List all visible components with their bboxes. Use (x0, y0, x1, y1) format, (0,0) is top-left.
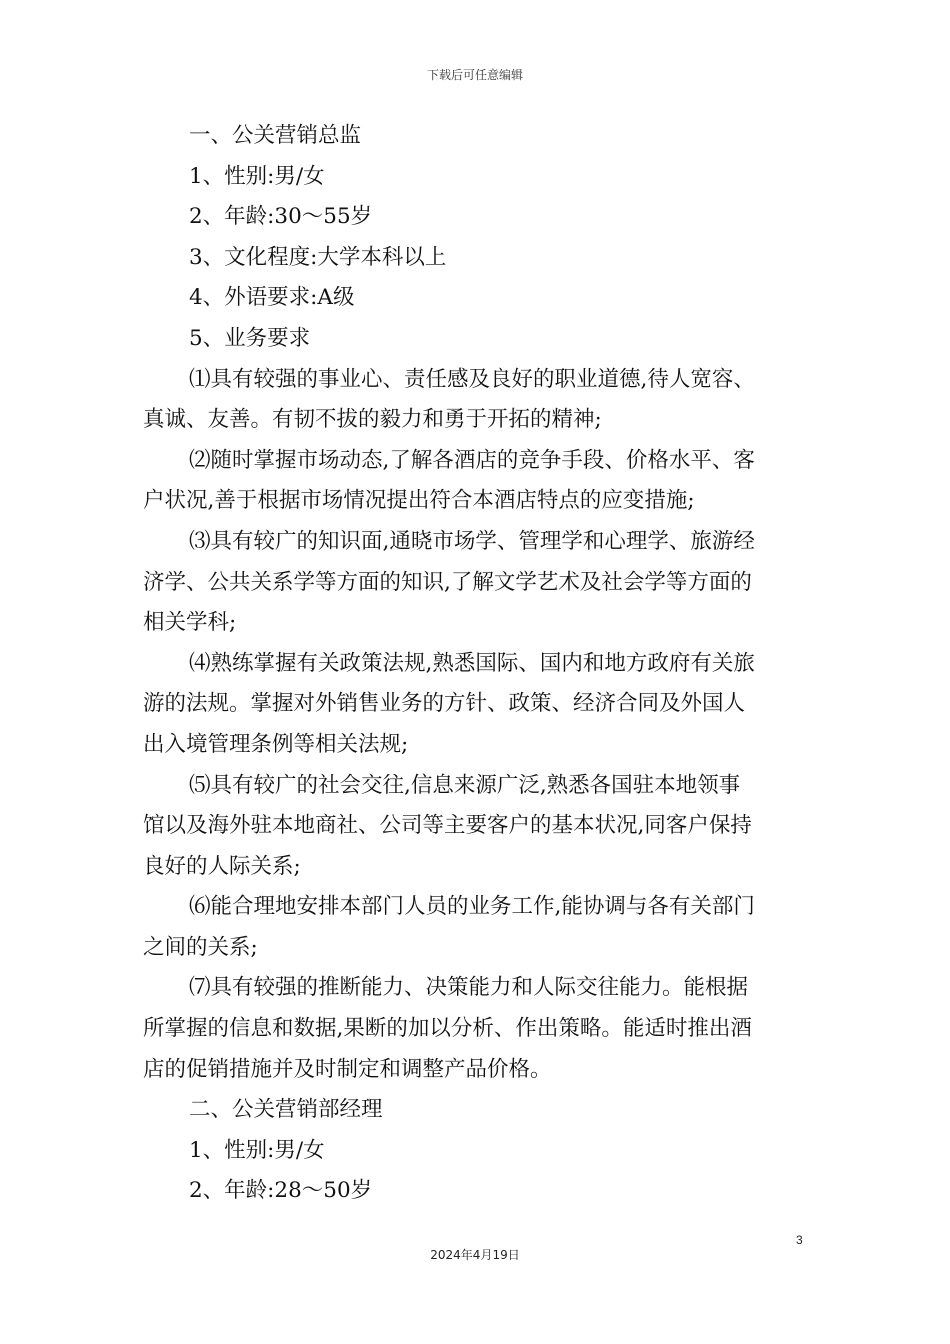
section-heading: 一、公关营销总监 (189, 123, 362, 148)
paragraph-line: 所掌握的信息和数据,果断的加以分析、作出策略。能适时推出酒 (143, 1016, 752, 1042)
page-footer-date: 2024年4月19日 (430, 1248, 520, 1262)
paragraph-line: ⑺具有较强的推断能力、决策能力和人际交往能力。能根据 (189, 975, 749, 1001)
paragraph-line: 良好的人际关系; (143, 853, 301, 879)
page-header: 下载后可任意编辑 (426, 68, 523, 82)
list-item: 1、性别:男/女 (189, 163, 325, 189)
paragraph-line: 真诚、友善。有韧不拔的毅力和勇于开拓的精神; (143, 407, 602, 433)
paragraph-line: 济学、公共关系学等方面的知识,了解文学艺术及社会学等方面的 (143, 569, 752, 595)
paragraph-line: ⑴具有较强的事业心、责任感及良好的职业道德,待人宽容、 (189, 366, 755, 392)
list-item: 1、性别:男/女 (189, 1137, 325, 1163)
list-item: 5、业务要求 (189, 325, 311, 351)
list-item: 3、文化程度:大学本科以上 (189, 244, 447, 270)
paragraph-line: 店的促销措施并及时制定和调整产品价格。 (143, 1056, 552, 1082)
paragraph-line: ⑹能合理地安排本部门人员的业务工作,能协调与各有关部门 (189, 894, 755, 920)
paragraph-line: 出入境管理条例等相关法规; (143, 731, 409, 757)
document-body (143, 116, 808, 1212)
paragraph-line: ⑶具有较广的知识面,通晓市场学、管理学和心理学、旅游经 (189, 528, 755, 554)
paragraph-line: 馆以及海外驻本地商社、公司等主要客户的基本状况,同客户保持 (143, 813, 752, 839)
paragraph-line: 之间的关系; (143, 934, 258, 960)
paragraph-line: 游的法规。掌握对外销售业务的方针、政策、经济合同及外国人 (143, 691, 746, 717)
paragraph-line: 相关学科; (143, 610, 237, 636)
paragraph-line: 户状况,善于根据市场情况提出符合本酒店特点的应变措施; (143, 488, 695, 514)
list-item: 2、年龄:30～55岁 (189, 204, 373, 230)
section-heading: 二、公关营销部经理 (189, 1097, 383, 1123)
paragraph-line: ⑷熟练掌握有关政策法规,熟悉国际、国内和地方政府有关旅 (189, 650, 755, 676)
paragraph-line: ⑸具有较广的社会交往,信息来源广泛,熟悉各国驻本地领事 (189, 772, 741, 798)
page-number: 3 (796, 1233, 803, 1247)
list-item: 4、外语要求:A级 (189, 285, 355, 311)
paragraph-line: ⑵随时掌握市场动态,了解各酒店的竞争手段、价格水平、客 (189, 447, 755, 473)
list-item: 2、年龄:28～50岁 (189, 1178, 373, 1204)
